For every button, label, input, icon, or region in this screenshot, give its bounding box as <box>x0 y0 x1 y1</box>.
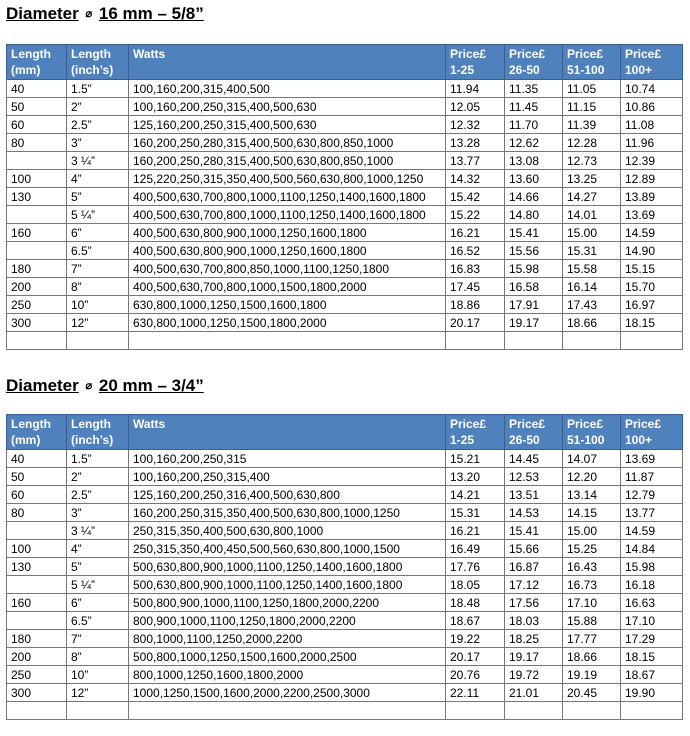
price-100-plus-cell <box>621 702 683 720</box>
diameter-icon: ⌀ <box>85 380 93 392</box>
price-26-50-cell: 15.41 <box>505 522 563 540</box>
price-1-25-cell: 12.05 <box>446 98 505 116</box>
length-inch-cell: 3” <box>67 134 129 152</box>
price-26-50-cell: 12.53 <box>505 468 563 486</box>
length-inch-cell: 12” <box>67 684 129 702</box>
length-mm-cell: 40 <box>7 80 67 98</box>
price-1-25-cell: 13.20 <box>446 468 505 486</box>
price-51-100-cell: 12.20 <box>563 468 621 486</box>
price-26-50-cell: 18.25 <box>505 630 563 648</box>
price-26-50-cell: 11.45 <box>505 98 563 116</box>
watts-cell: 160,200,250,280,315,400,500,630,800,850,1000 <box>129 134 446 152</box>
length-mm-cell: 100 <box>7 170 67 188</box>
price-51-100-cell: 16.73 <box>563 576 621 594</box>
header-price-100-plus: Price£ 100+ <box>621 45 683 80</box>
price-100-plus-cell: 18.15 <box>621 648 683 666</box>
length-inch-cell: 7” <box>67 260 129 278</box>
price-26-50-cell: 14.53 <box>505 504 563 522</box>
price-51-100-cell: 14.07 <box>563 450 621 468</box>
price-1-25-cell: 18.67 <box>446 612 505 630</box>
length-inch-cell: 5” <box>67 188 129 206</box>
price-100-plus-cell: 14.59 <box>621 522 683 540</box>
header-price-100-plus: Price£ 100+ <box>621 415 683 450</box>
length-inch-cell: 6” <box>67 224 129 242</box>
price-51-100-cell: 19.19 <box>563 666 621 684</box>
price-1-25-cell: 20.17 <box>446 314 505 332</box>
table-row <box>7 522 683 540</box>
watts-cell <box>129 332 446 350</box>
price-26-50-cell <box>505 702 563 720</box>
table-row <box>7 206 683 224</box>
price-1-25-cell: 16.49 <box>446 540 505 558</box>
price-1-25-cell: 20.17 <box>446 648 505 666</box>
price-100-plus-cell: 14.84 <box>621 540 683 558</box>
header-price-51-100: Price£ 51-100 <box>563 415 621 450</box>
length-mm-cell: 50 <box>7 98 67 116</box>
price-51-100-cell: 16.14 <box>563 278 621 296</box>
price-26-50-cell: 14.45 <box>505 450 563 468</box>
length-inch-cell: 2” <box>67 468 129 486</box>
table-row <box>7 540 683 558</box>
length-inch-cell: 2.5” <box>67 486 129 504</box>
header-length-mm: Length (mm) <box>7 45 67 80</box>
length-mm-cell: 160 <box>7 224 67 242</box>
watts-cell: 400,500,630,700,800,850,1000,1100,1250,1800 <box>129 260 446 278</box>
price-51-100-cell: 11.39 <box>563 116 621 134</box>
table-row <box>7 702 683 720</box>
price-1-25-cell: 15.31 <box>446 504 505 522</box>
table-row <box>7 170 683 188</box>
price-26-50-cell <box>505 332 563 350</box>
length-mm-cell: 130 <box>7 188 67 206</box>
length-inch-cell: 5 ¼” <box>67 576 129 594</box>
length-mm-cell <box>7 206 67 224</box>
length-mm-cell: 130 <box>7 558 67 576</box>
section-title-20mm <box>6 376 204 396</box>
price-26-50-cell: 18.03 <box>505 612 563 630</box>
watts-cell: 630,800,1000,1250,1500,1600,1800 <box>129 296 446 314</box>
length-inch-cell: 2.5” <box>67 116 129 134</box>
price-1-25-cell: 11.94 <box>446 80 505 98</box>
price-51-100-cell: 15.88 <box>563 612 621 630</box>
table-row <box>7 450 683 468</box>
price-1-25-cell: 13.28 <box>446 134 505 152</box>
watts-cell: 125,160,200,250,315,400,500,630 <box>129 116 446 134</box>
price-100-plus-cell: 17.10 <box>621 612 683 630</box>
length-mm-cell <box>7 522 67 540</box>
price-51-100-cell: 15.00 <box>563 224 621 242</box>
section-title-16mm <box>6 4 204 24</box>
header-price-26-50: Price£ 26-50 <box>505 45 563 80</box>
price-100-plus-cell: 13.89 <box>621 188 683 206</box>
price-100-plus-cell: 11.96 <box>621 134 683 152</box>
length-mm-cell: 200 <box>7 648 67 666</box>
length-mm-cell: 250 <box>7 666 67 684</box>
watts-cell: 800,900,1000,1100,1250,1800,2000,2200 <box>129 612 446 630</box>
table-row <box>7 612 683 630</box>
length-inch-cell: 6.5” <box>67 612 129 630</box>
length-inch-cell: 3 ¼” <box>67 152 129 170</box>
price-table-20mm <box>6 414 683 720</box>
price-100-plus-cell: 15.70 <box>621 278 683 296</box>
length-inch-cell: 10” <box>67 296 129 314</box>
price-100-plus-cell: 18.67 <box>621 666 683 684</box>
watts-cell: 125,160,200,250,316,400,500,630,800 <box>129 486 446 504</box>
header-length-inch: Length (inch’s) <box>67 415 129 450</box>
watts-cell: 500,630,800,900,1000,1100,1250,1400,1600,1800 <box>129 576 446 594</box>
length-mm-cell: 180 <box>7 630 67 648</box>
title-suffix: 16 mm – 5/8” <box>98 4 204 23</box>
price-51-100-cell: 14.01 <box>563 206 621 224</box>
price-1-25-cell: 15.42 <box>446 188 505 206</box>
price-26-50-cell: 16.87 <box>505 558 563 576</box>
table-row <box>7 224 683 242</box>
price-51-100-cell: 20.45 <box>563 684 621 702</box>
price-1-25-cell: 16.21 <box>446 522 505 540</box>
price-26-50-cell: 13.08 <box>505 152 563 170</box>
table-row <box>7 116 683 134</box>
price-1-25-cell: 15.22 <box>446 206 505 224</box>
price-26-50-cell: 13.60 <box>505 170 563 188</box>
price-100-plus-cell: 10.74 <box>621 80 683 98</box>
price-26-50-cell: 17.12 <box>505 576 563 594</box>
price-51-100-cell: 13.14 <box>563 486 621 504</box>
price-1-25-cell: 17.45 <box>446 278 505 296</box>
length-mm-cell <box>7 576 67 594</box>
price-1-25-cell: 18.48 <box>446 594 505 612</box>
watts-cell: 400,500,630,800,900,1000,1250,1600,1800 <box>129 224 446 242</box>
price-26-50-cell: 17.91 <box>505 296 563 314</box>
length-inch-cell: 12” <box>67 314 129 332</box>
price-100-plus-cell: 12.39 <box>621 152 683 170</box>
table-row <box>7 134 683 152</box>
length-mm-cell: 180 <box>7 260 67 278</box>
price-51-100-cell <box>563 702 621 720</box>
price-100-plus-cell: 13.77 <box>621 504 683 522</box>
price-100-plus-cell: 14.90 <box>621 242 683 260</box>
price-26-50-cell: 13.51 <box>505 486 563 504</box>
price-100-plus-cell <box>621 332 683 350</box>
price-51-100-cell: 12.28 <box>563 134 621 152</box>
length-inch-cell: 1.5” <box>67 450 129 468</box>
length-mm-cell: 250 <box>7 296 67 314</box>
price-26-50-cell: 15.56 <box>505 242 563 260</box>
price-100-plus-cell: 16.63 <box>621 594 683 612</box>
header-price-26-50: Price£ 26-50 <box>505 415 563 450</box>
length-mm-cell: 100 <box>7 540 67 558</box>
price-1-25-cell: 16.52 <box>446 242 505 260</box>
price-51-100-cell: 17.10 <box>563 594 621 612</box>
length-mm-cell: 60 <box>7 486 67 504</box>
length-inch-cell: 1.5” <box>67 80 129 98</box>
title-prefix: Diameter <box>6 4 79 23</box>
price-51-100-cell: 14.27 <box>563 188 621 206</box>
price-1-25-cell: 17.76 <box>446 558 505 576</box>
price-51-100-cell: 15.00 <box>563 522 621 540</box>
length-mm-cell <box>7 702 67 720</box>
price-100-plus-cell: 16.97 <box>621 296 683 314</box>
price-100-plus-cell: 15.98 <box>621 558 683 576</box>
table-row <box>7 468 683 486</box>
price-1-25-cell: 16.83 <box>446 260 505 278</box>
price-51-100-cell: 18.66 <box>563 648 621 666</box>
price-51-100-cell: 11.05 <box>563 80 621 98</box>
price-100-plus-cell: 19.90 <box>621 684 683 702</box>
table-row <box>7 188 683 206</box>
length-mm-cell <box>7 242 67 260</box>
table-row <box>7 684 683 702</box>
length-mm-cell: 50 <box>7 468 67 486</box>
header-price-1-25: Price£ 1-25 <box>446 45 505 80</box>
table-row <box>7 594 683 612</box>
price-100-plus-cell: 15.15 <box>621 260 683 278</box>
price-100-plus-cell: 13.69 <box>621 450 683 468</box>
watts-cell: 400,500,630,800,900,1000,1250,1600,1800 <box>129 242 446 260</box>
header-price-51-100: Price£ 51-100 <box>563 45 621 80</box>
length-mm-cell: 300 <box>7 684 67 702</box>
table-row <box>7 558 683 576</box>
table-row <box>7 314 683 332</box>
length-mm-cell <box>7 152 67 170</box>
price-100-plus-cell: 10.86 <box>621 98 683 116</box>
length-mm-cell: 300 <box>7 314 67 332</box>
price-1-25-cell: 13.77 <box>446 152 505 170</box>
table-row <box>7 296 683 314</box>
length-mm-cell: 80 <box>7 134 67 152</box>
price-26-50-cell: 15.98 <box>505 260 563 278</box>
price-51-100-cell: 16.43 <box>563 558 621 576</box>
price-26-50-cell: 19.72 <box>505 666 563 684</box>
price-51-100-cell: 15.58 <box>563 260 621 278</box>
watts-cell: 500,630,800,900,1000,1100,1250,1400,1600,1800 <box>129 558 446 576</box>
length-mm-cell: 80 <box>7 504 67 522</box>
length-inch-cell: 4” <box>67 540 129 558</box>
price-26-50-cell: 15.41 <box>505 224 563 242</box>
price-51-100-cell: 15.25 <box>563 540 621 558</box>
price-26-50-cell: 17.56 <box>505 594 563 612</box>
price-26-50-cell: 16.58 <box>505 278 563 296</box>
price-1-25-cell: 18.05 <box>446 576 505 594</box>
table-header-row <box>7 415 683 450</box>
price-1-25-cell: 14.21 <box>446 486 505 504</box>
length-mm-cell: 200 <box>7 278 67 296</box>
length-inch-cell <box>67 332 129 350</box>
table-row <box>7 242 683 260</box>
watts-cell: 400,500,630,700,800,1000,1100,1250,1400,1600,1800 <box>129 188 446 206</box>
length-inch-cell: 5” <box>67 558 129 576</box>
length-inch-cell: 7” <box>67 630 129 648</box>
length-mm-cell: 160 <box>7 594 67 612</box>
length-inch-cell: 8” <box>67 648 129 666</box>
watts-cell: 100,160,200,250,315 <box>129 450 446 468</box>
watts-cell: 160,200,250,280,315,400,500,630,800,850,1000 <box>129 152 446 170</box>
length-inch-cell: 2” <box>67 98 129 116</box>
table-row <box>7 260 683 278</box>
price-51-100-cell <box>563 332 621 350</box>
watts-cell: 630,800,1000,1250,1500,1800,2000 <box>129 314 446 332</box>
price-1-25-cell: 22.11 <box>446 684 505 702</box>
diameter-icon: ⌀ <box>85 8 93 20</box>
table-row <box>7 576 683 594</box>
watts-cell: 800,1000,1100,1250,2000,2200 <box>129 630 446 648</box>
length-mm-cell <box>7 332 67 350</box>
price-100-plus-cell: 12.89 <box>621 170 683 188</box>
price-26-50-cell: 19.17 <box>505 314 563 332</box>
header-price-1-25: Price£ 1-25 <box>446 415 505 450</box>
length-inch-cell: 8” <box>67 278 129 296</box>
watts-cell: 100,160,200,250,315,400,500,630 <box>129 98 446 116</box>
watts-cell: 100,160,200,315,400,500 <box>129 80 446 98</box>
price-51-100-cell: 15.31 <box>563 242 621 260</box>
price-26-50-cell: 19.17 <box>505 648 563 666</box>
price-100-plus-cell: 17.29 <box>621 630 683 648</box>
table-row <box>7 98 683 116</box>
watts-cell: 400,500,630,700,800,1000,1100,1250,1400,1600,1800 <box>129 206 446 224</box>
price-100-plus-cell: 14.59 <box>621 224 683 242</box>
price-26-50-cell: 14.66 <box>505 188 563 206</box>
price-1-25-cell: 12.32 <box>446 116 505 134</box>
price-table-16mm <box>6 44 683 350</box>
table-header-row <box>7 45 683 80</box>
price-1-25-cell <box>446 332 505 350</box>
length-inch-cell: 5 ¼” <box>67 206 129 224</box>
price-100-plus-cell: 16.18 <box>621 576 683 594</box>
table-row <box>7 80 683 98</box>
price-26-50-cell: 21.01 <box>505 684 563 702</box>
watts-cell: 160,200,250,315,350,400,500,630,800,1000,1250 <box>129 504 446 522</box>
price-100-plus-cell: 11.87 <box>621 468 683 486</box>
table-row <box>7 486 683 504</box>
length-mm-cell: 60 <box>7 116 67 134</box>
price-51-100-cell: 12.73 <box>563 152 621 170</box>
price-1-25-cell: 16.21 <box>446 224 505 242</box>
price-51-100-cell: 13.25 <box>563 170 621 188</box>
watts-cell <box>129 702 446 720</box>
title-suffix: 20 mm – 3/4” <box>98 376 204 395</box>
table-row <box>7 278 683 296</box>
price-1-25-cell: 20.76 <box>446 666 505 684</box>
watts-cell: 1000,1250,1500,1600,2000,2200,2500,3000 <box>129 684 446 702</box>
table-row <box>7 332 683 350</box>
price-100-plus-cell: 18.15 <box>621 314 683 332</box>
price-51-100-cell: 17.77 <box>563 630 621 648</box>
watts-cell: 100,160,200,250,315,400 <box>129 468 446 486</box>
watts-cell: 500,800,1000,1250,1500,1600,2000,2500 <box>129 648 446 666</box>
price-51-100-cell: 17.43 <box>563 296 621 314</box>
price-1-25-cell: 15.21 <box>446 450 505 468</box>
length-inch-cell <box>67 702 129 720</box>
price-26-50-cell: 11.70 <box>505 116 563 134</box>
price-51-100-cell: 11.15 <box>563 98 621 116</box>
table-row <box>7 504 683 522</box>
header-length-inch: Length (inch’s) <box>67 45 129 80</box>
price-26-50-cell: 14.80 <box>505 206 563 224</box>
price-26-50-cell: 15.66 <box>505 540 563 558</box>
price-26-50-cell: 12.62 <box>505 134 563 152</box>
length-mm-cell: 40 <box>7 450 67 468</box>
price-100-plus-cell: 12.79 <box>621 486 683 504</box>
price-51-100-cell: 14.15 <box>563 504 621 522</box>
length-inch-cell: 6” <box>67 594 129 612</box>
length-inch-cell: 3” <box>67 504 129 522</box>
length-inch-cell: 6.5” <box>67 242 129 260</box>
table-row <box>7 648 683 666</box>
title-prefix: Diameter <box>6 376 79 395</box>
price-1-25-cell <box>446 702 505 720</box>
watts-cell: 400,500,630,700,800,1000,1500,1800,2000 <box>129 278 446 296</box>
price-100-plus-cell: 13.69 <box>621 206 683 224</box>
header-watts: Watts <box>129 415 446 450</box>
price-1-25-cell: 19.22 <box>446 630 505 648</box>
table-row <box>7 630 683 648</box>
length-inch-cell: 4” <box>67 170 129 188</box>
price-51-100-cell: 18.66 <box>563 314 621 332</box>
length-inch-cell: 10” <box>67 666 129 684</box>
length-mm-cell <box>7 612 67 630</box>
header-watts: Watts <box>129 45 446 80</box>
watts-cell: 500,800,900,1000,1100,1250,1800,2000,2200 <box>129 594 446 612</box>
price-26-50-cell: 11.35 <box>505 80 563 98</box>
length-inch-cell: 3 ¼” <box>67 522 129 540</box>
watts-cell: 250,315,350,400,450,500,560,630,800,1000,1500 <box>129 540 446 558</box>
table-row <box>7 152 683 170</box>
watts-cell: 250,315,350,400,500,630,800,1000 <box>129 522 446 540</box>
price-100-plus-cell: 11.08 <box>621 116 683 134</box>
price-1-25-cell: 18.86 <box>446 296 505 314</box>
watts-cell: 125,220,250,315,350,400,500,560,630,800,1000,1250 <box>129 170 446 188</box>
header-length-mm: Length (mm) <box>7 415 67 450</box>
watts-cell: 800,1000,1250,1600,1800,2000 <box>129 666 446 684</box>
price-1-25-cell: 14.32 <box>446 170 505 188</box>
table-row <box>7 666 683 684</box>
